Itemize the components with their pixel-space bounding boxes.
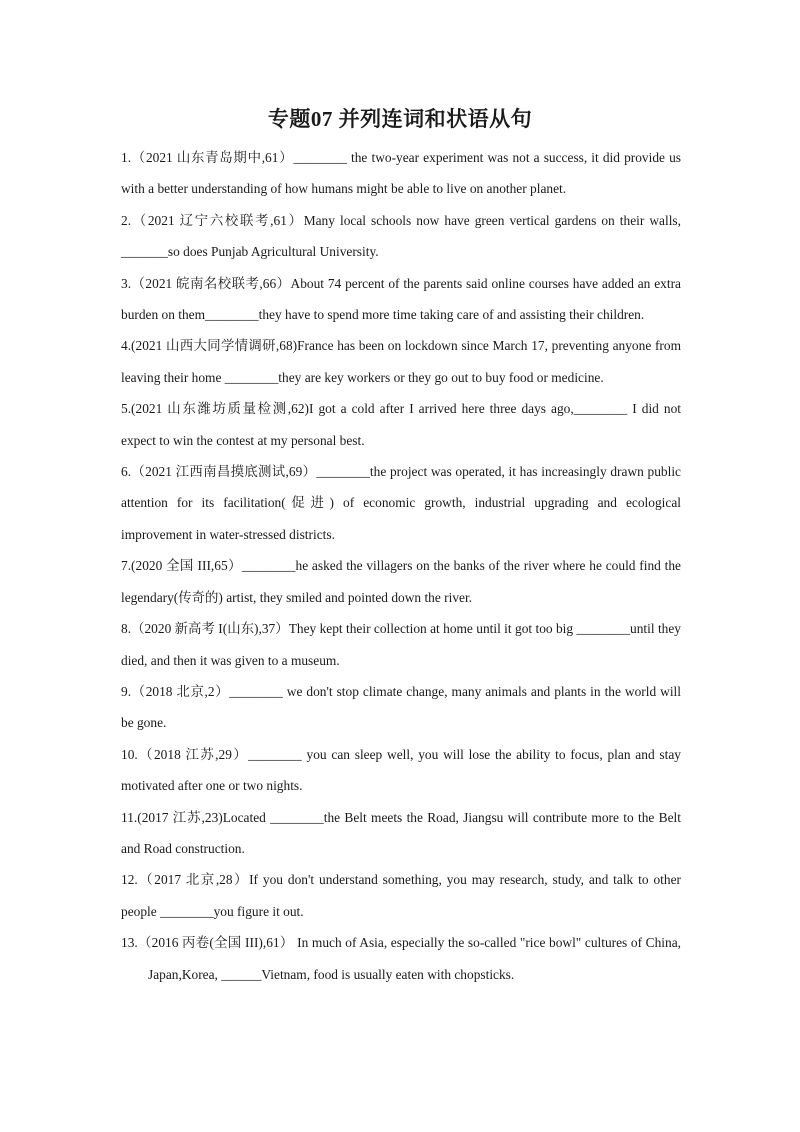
question-item: 4.(2021 山西大同学情调研,68)France has been on lockdown since March 17, preventing anyone from leaving their home ________they are key workers or they go out to buy food or medicine. bbox=[121, 338, 681, 385]
question-item: 1.（2021 山东青岛期中,61）________ the two-year experiment was not a success, it did provide us with a better understanding of how humans might be able to live on another planet. bbox=[121, 150, 681, 197]
question-item: 9.（2018 北京,2）________ we don't stop climate change, many animals and plants in the world will be gone. bbox=[121, 683, 681, 731]
question-item: 3.（2021 皖南名校联考,66）About 74 percent of the parents said online courses have added an extra burden on them________they have to spend more time taking care of and assisting their children. bbox=[121, 275, 681, 323]
question-item: 5.(2021 山东潍坊质量检测,62)I got a cold after I arrived here three days ago,________ I did not expect to win the contest at my personal best. bbox=[121, 401, 681, 448]
question-item: 10.（2018 江苏,29）________ you can sleep well, you will lose the ability to focus, plan and stay motivated after one or two nights. bbox=[121, 746, 681, 794]
question-item: 2.（2021 辽宁六校联考,61）Many local schools now have green vertical gardens on their walls, _______so does Punjab Agricultural University. bbox=[121, 212, 681, 260]
question-item: 13.（2016 丙卷(全国 III),61） In much of Asia, especially the so-called "rice bowl" cultures of China, Japan,Korea, ______Vietnam, food is usually eaten with chopsticks. bbox=[121, 935, 681, 982]
question-item: 8.（2020 新高考 I(山东),37）They kept their collection at home until it got too big ________until they died, and then it was given to a museum. bbox=[121, 621, 681, 668]
question-item: 11.(2017 江苏,23)Located ________the Belt meets the Road, Jiangsu will contribute more to the Belt and Road construction. bbox=[121, 809, 681, 856]
question-list bbox=[121, 142, 681, 990]
question-item: 12.（2017 北京,28）If you don't understand something, you may research, study, and talk to other people ________you figure it out. bbox=[121, 872, 681, 919]
page-title: 专题07 并列连词和状语从句 bbox=[267, 107, 533, 131]
question-item: 7.(2020 全国 III,65）________he asked the villagers on the banks of the river where he could find the legendary(传奇的) artist, they smiled and pointed down the river. bbox=[121, 558, 681, 605]
question-item: 6.（2021 江西南昌摸底测试,69）________the project was operated, it has increasingly drawn public attention for its facilitation(促进) of economic growth, industrial upgrading and ecological improvement in water-stressed districts. bbox=[121, 464, 681, 542]
